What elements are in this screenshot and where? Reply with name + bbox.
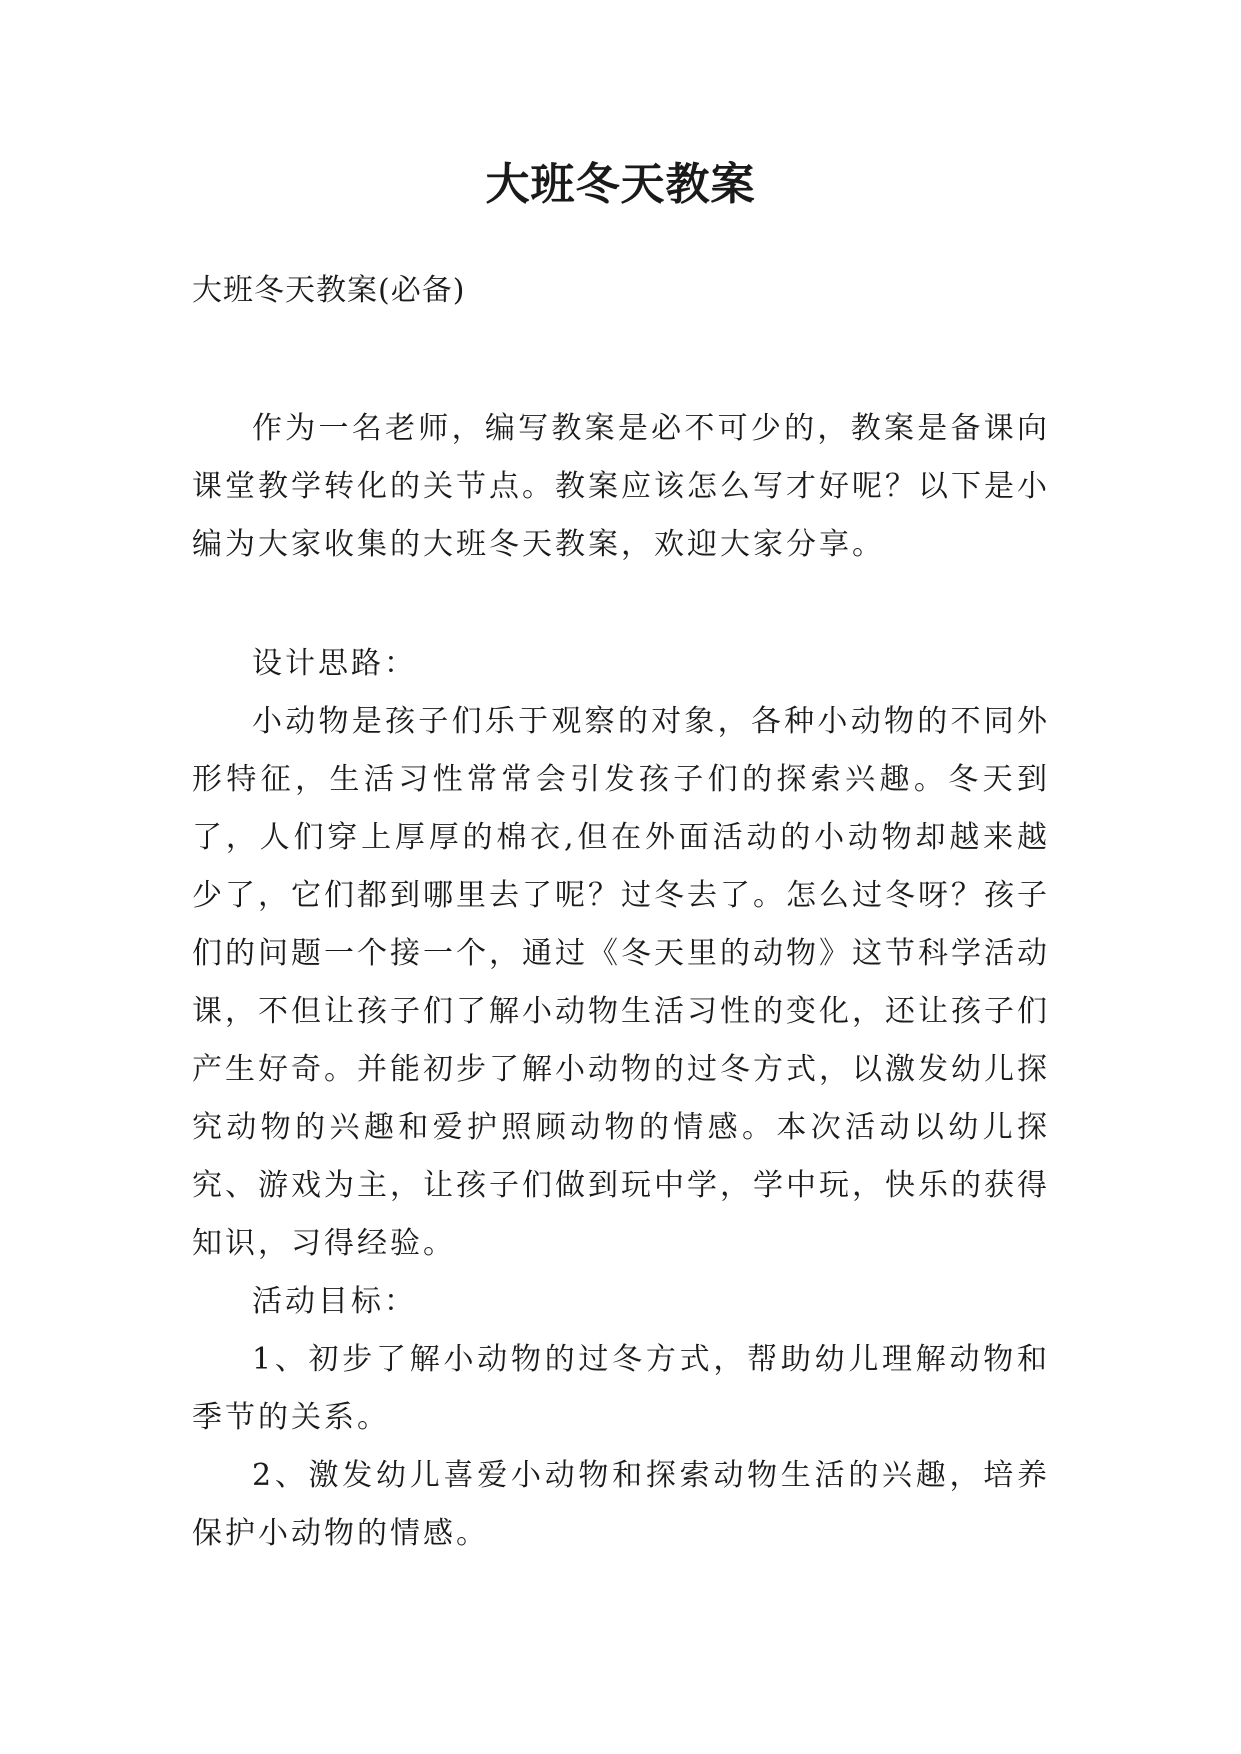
intro-section [192, 400, 1050, 574]
goal-item: 1、初步了解小动物的过冬方式，帮助幼儿理解动物和季节的关系。 [192, 1342, 1050, 1435]
document-subtitle [192, 262, 1050, 320]
goal-item: 2、激发幼儿喜爱小动物和探索动物生活的兴趣，培养保护小动物的情感。 [192, 1458, 1050, 1551]
design-heading: 设计思路： [252, 646, 417, 681]
intro-paragraph: 作为一名老师，编写教案是必不可少的，教案是备课向课堂教学转化的关节点。教案应该怎么写才好呢？以下是小编为大家收集的大班冬天教案，欢迎大家分享。 [192, 411, 1050, 562]
design-paragraph: 小动物是孩子们乐于观察的对象，各种小动物的不同外形特征，生活习性常常会引发孩子们的探索兴趣。冬天到了，人们穿上厚厚的棉衣,但在外面活动的小动物却越来越少了，它们都到哪里去了呢？过冬去了。怎么过冬呀？孩子们的问题一个接一个，通过《冬天里的动物》这节科学活动课，不但让孩子们了解小动物生活习性的变化，还让孩子们产生好奇。并能初步了解小动物的过冬方式，以激发幼儿探究动物的兴趣和爱护照顾动物的情感。本次活动以幼儿探究、游戏为主，让孩子们做到玩中学，学中玩，快乐的获得知识，习得经验。 [192, 704, 1050, 1261]
subtitle-text: 大班冬天教案(必备) [192, 273, 466, 308]
main-section [192, 635, 1050, 1563]
document-title: 大班冬天教案 [485, 159, 756, 210]
goals-heading: 活动目标： [252, 1284, 417, 1319]
